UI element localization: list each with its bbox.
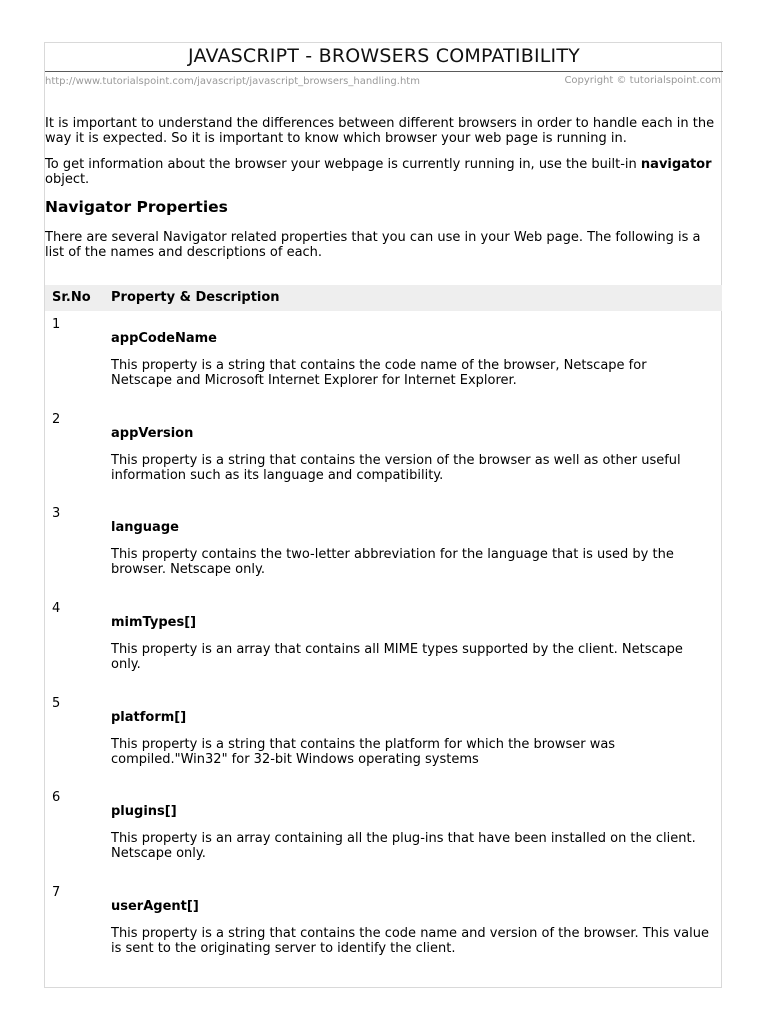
- property-name: platform[]: [111, 709, 187, 725]
- title-divider: [45, 71, 723, 72]
- section-heading: Navigator Properties: [45, 198, 228, 216]
- table-header: [45, 285, 722, 311]
- row-number: 3: [52, 506, 61, 522]
- property-description: This property is a string that contains the platform for which the browser was compiled."Win32" for 32-bit Windows operating systems: [111, 736, 616, 767]
- table-row: [45, 406, 722, 501]
- document-page: [44, 42, 722, 988]
- table-row: [45, 784, 722, 879]
- property-name: mimTypes[]: [111, 615, 197, 631]
- navigator-paragraph-text: To get information about the browser your webpage is currently running in, use the built-in: [45, 157, 641, 172]
- page-title: JAVASCRIPT - BROWSERS COMPATIBILITY: [188, 45, 580, 67]
- table-row: [45, 690, 722, 785]
- table-row: [45, 595, 722, 690]
- section-description: There are several Navigator related properties that you can use in your Web page. The following is a list of the names and descriptions of each.: [45, 230, 701, 260]
- copyright-notice: Copyright © tutorialspoint.com: [564, 75, 721, 86]
- property-name: language: [111, 520, 179, 536]
- row-number: 7: [52, 885, 61, 901]
- property-description: This property is a string that contains the code name of the browser, Netscape for Netscape and Microsoft Internet Explorer for Internet Explorer.: [111, 358, 647, 388]
- navigator-paragraph: [45, 157, 723, 187]
- column-header-srno: Sr.No: [52, 290, 91, 305]
- properties-table: [45, 285, 722, 974]
- table-row: [45, 500, 722, 595]
- source-url: http://www.tutorialspoint.com/javascript/javascript_browsers_handling.htm: [45, 76, 420, 87]
- row-number: 5: [52, 695, 61, 711]
- row-number: 1: [52, 317, 61, 332]
- property-description: This property contains the two-letter abbreviation for the language that is used by the browser. Netscape only.: [111, 547, 674, 578]
- property-description: This property is a string that contains the code name and version of the browser. This value is sent to the originating server to identify the client.: [111, 926, 709, 957]
- row-number: 6: [52, 790, 61, 806]
- column-header-description: Property & Description: [111, 290, 280, 305]
- row-number: 2: [52, 411, 61, 427]
- table-row: [45, 311, 722, 406]
- table-row: [45, 879, 722, 974]
- property-name: userAgent[]: [111, 899, 199, 915]
- navigator-keyword: navigator: [640, 157, 712, 172]
- property-description: This property is an array that contains all MIME types supported by the client. Netscape only.: [111, 642, 683, 673]
- intro-paragraph: It is important to understand the differences between different browsers in order to handle each in the way it is expected. So it is important to know which browser your web page is running in.: [45, 116, 715, 146]
- property-description: This property is an array containing all the plug-ins that have been installed on the client. Netscape only.: [111, 831, 696, 862]
- navigator-paragraph-end: object.: [45, 172, 90, 187]
- property-description: This property is a string that contains the version of the browser as well as other useful information such as its language and compatibility.: [111, 452, 681, 483]
- property-name: appVersion: [111, 425, 194, 441]
- property-name: appCodeName: [111, 331, 217, 346]
- row-number: 4: [52, 601, 61, 617]
- property-name: plugins[]: [111, 804, 177, 820]
